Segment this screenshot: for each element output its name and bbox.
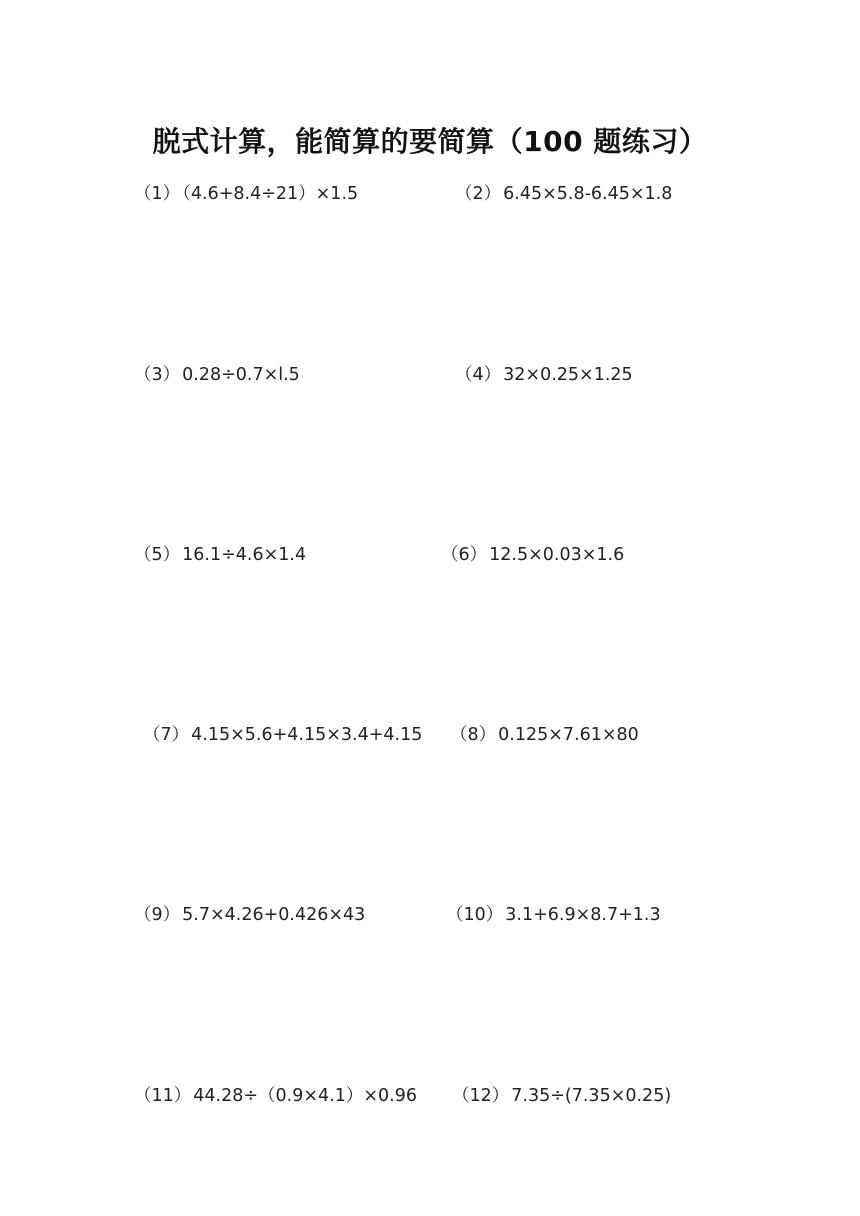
problem-6 — [441, 543, 624, 567]
problem-3 — [134, 363, 300, 387]
problem-number: （11） — [134, 1086, 192, 1106]
problem-11 — [134, 1084, 417, 1108]
problem-number: （9） — [134, 905, 181, 925]
problem-expression: 6.45×5.8-6.45×1.8 — [503, 184, 673, 204]
problem-8 — [450, 723, 639, 747]
problem-number: （5） — [134, 545, 181, 565]
problem-number: （4） — [455, 365, 502, 385]
problem-9 — [134, 903, 365, 927]
problem-number: （6） — [441, 545, 488, 565]
problem-expression: 44.28÷（0.9×4.1）×0.96 — [193, 1086, 417, 1106]
problem-12 — [452, 1084, 671, 1108]
problem-expression: 4.15×5.6+4.15×3.4+4.15 — [191, 725, 423, 745]
problem-number: （10） — [446, 905, 504, 925]
problem-expression: 0.28÷0.7×l.5 — [182, 365, 300, 385]
problem-10 — [446, 903, 661, 927]
problem-number: （8） — [450, 725, 497, 745]
problem-expression: 12.5×0.03×1.6 — [489, 545, 625, 565]
problem-number: （2） — [455, 184, 502, 204]
problem-number: （12） — [452, 1086, 510, 1106]
problem-number: （3） — [134, 365, 181, 385]
problem-number: （7） — [143, 725, 190, 745]
problem-2 — [455, 182, 672, 206]
problem-1 — [134, 182, 358, 206]
problem-7 — [143, 723, 422, 747]
page-title: 脱式计算，能简算的要简算（100 题练习） — [152, 125, 708, 158]
problem-expression: 0.125×7.61×80 — [498, 725, 639, 745]
problem-expression: 32×0.25×1.25 — [503, 365, 633, 385]
problem-5 — [134, 543, 306, 567]
problem-expression: 3.1+6.9×8.7+1.3 — [505, 905, 661, 925]
problem-4 — [455, 363, 633, 387]
problem-number: （1） — [134, 184, 181, 204]
problem-expression: 5.7×4.26+0.426×43 — [182, 905, 366, 925]
problem-expression: 7.35÷(7.35×0.25) — [511, 1086, 672, 1106]
problem-expression: 16.1÷4.6×1.4 — [182, 545, 307, 565]
problem-expression: （4.6+8.4÷21）×1.5 — [182, 184, 359, 204]
